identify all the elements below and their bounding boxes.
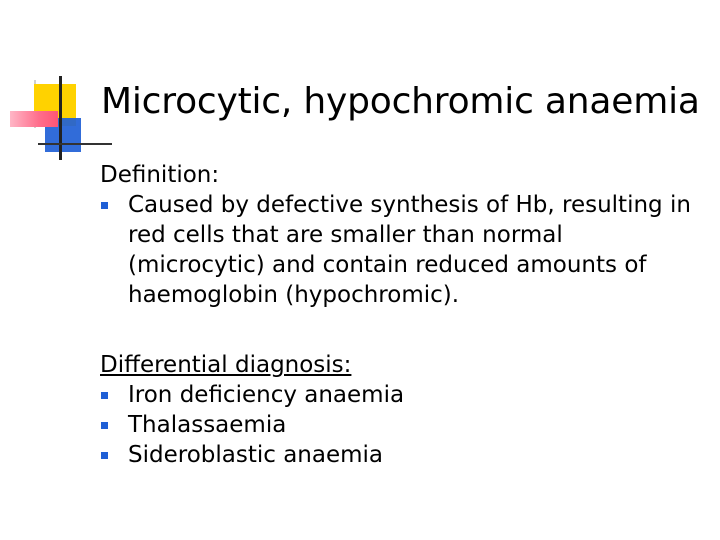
differential-list bbox=[100, 380, 700, 470]
definition-text: Caused by defective synthesis of Hb, resulting in red cells that are smaller than normal (microcytic) and contain reduced amounts of haemoglobin (hypochromic). bbox=[128, 192, 691, 308]
differential-item: Iron deficiency anaemia bbox=[128, 382, 405, 408]
square-bullet-icon bbox=[101, 422, 108, 429]
square-bullet-icon bbox=[101, 202, 108, 209]
section-spacer bbox=[100, 310, 700, 350]
slide-body bbox=[100, 160, 700, 470]
differential-heading: Differential diagnosis: bbox=[100, 352, 352, 378]
template-logo bbox=[0, 0, 110, 170]
list-item bbox=[100, 380, 700, 410]
definition-heading: Definition: bbox=[100, 162, 220, 188]
differential-item: Sideroblastic anaemia bbox=[128, 442, 383, 468]
logo-pink-bar bbox=[10, 111, 58, 127]
definition-list bbox=[100, 190, 700, 310]
logo-horizontal-line bbox=[38, 143, 112, 145]
list-item bbox=[100, 440, 700, 470]
list-item bbox=[100, 410, 700, 440]
logo-vertical-line bbox=[59, 76, 62, 160]
list-item bbox=[100, 190, 700, 310]
slide-title: Microcytic, hypochromic anaemia bbox=[101, 81, 700, 122]
square-bullet-icon bbox=[101, 452, 108, 459]
square-bullet-icon bbox=[101, 392, 108, 399]
differential-item: Thalassaemia bbox=[128, 412, 287, 438]
